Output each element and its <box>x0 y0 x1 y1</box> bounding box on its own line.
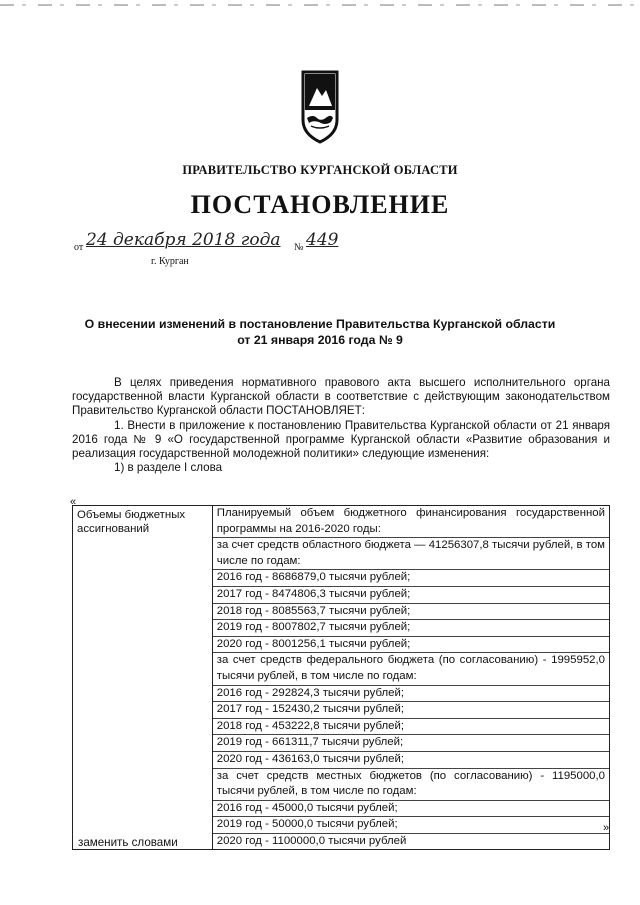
table-line: 2019 год - 8007802,7 тысячи рублей; <box>213 620 609 637</box>
table-line: 2016 год - 292824,3 тысячи рублей; <box>213 686 609 703</box>
table-line: 2020 год - 8001256,1 тысячи рублей; <box>213 637 609 654</box>
table-line: 2018 год - 8085563,7 тысячи рублей; <box>213 604 609 621</box>
handwritten-number: 449 <box>306 230 339 250</box>
document-body <box>72 376 610 475</box>
paragraph-preamble: В целях приведения нормативного правового акта высшего исполнительного органа государственной власти Курганской области в соответствие с действующим законодательством Правительство Курганской области ПОСТАНОВЛЯЕТ: <box>72 376 610 418</box>
budget-table <box>72 505 610 850</box>
table-line: 2019 год - 50000,0 тысячи рублей; <box>213 817 609 834</box>
handwritten-date: 24 декабря 2018 года <box>86 230 281 250</box>
table-line: 2017 год - 8474806,3 тысячи рублей; <box>213 587 609 604</box>
table-line: за счет средств областного бюджета — 41256307,8 тысячи рублей, в том числе по годам: <box>213 538 609 570</box>
document-type-heading: ПОСТАНОВЛЕНИЕ <box>190 190 450 219</box>
paragraph-item-1: 1. Внести в приложение к постановлению Правительства Курганской области от 21 января 2016 года № 9 «О государственной программе Курганской области «Развитие образования и реализация государственной молодежной политики» следующие изменения: <box>72 418 610 461</box>
subject-line-1: О внесении изменений в постановление Правительства Курганской области <box>84 317 556 331</box>
table-line: 2016 год - 8686879,0 тысячи рублей; <box>213 570 609 587</box>
date-number-line <box>74 232 374 272</box>
table-line: 2018 год - 453222,8 тысячи рублей; <box>213 719 609 736</box>
document-subject <box>0 316 640 348</box>
table-lines <box>213 506 609 849</box>
close-quote-mark: » <box>603 822 610 834</box>
subject-line-2: от 21 января 2016 года № 9 <box>237 333 403 347</box>
table-line: 2017 год - 152430,2 тысячи рублей; <box>213 702 609 719</box>
table-line: Планируемый объем бюджетного финансирования государственной программы на 2016-2020 годы: <box>213 506 609 538</box>
table-line: 2020 год - 436163,0 тысячи рублей; <box>213 752 609 769</box>
replace-with-text: заменить словами <box>78 836 178 849</box>
table-line: 2020 год - 1100000,0 тысячи рублей <box>216 834 407 847</box>
table-row <box>73 506 610 850</box>
scan-top-border <box>0 4 640 6</box>
coat-of-arms-icon <box>301 70 339 144</box>
organization-title: ПРАВИТЕЛЬСТВО КУРГАНСКОЙ ОБЛАСТИ <box>182 163 458 177</box>
paragraph-subitem-1: 1) в разделе I слова <box>114 461 223 475</box>
city-label: г. Курган <box>151 256 189 267</box>
table-content-cell <box>212 506 609 850</box>
table-line: 2016 год - 45000,0 тысячи рублей; <box>213 801 609 818</box>
table-line: за счет средств федерального бюджета (по согласованию) - 1995952,0 тысячи рублей, в том числе по годам: <box>213 653 609 685</box>
open-quote-mark: « <box>70 496 77 508</box>
table-line: 2019 год - 661311,7 тысячи рублей; <box>213 735 609 752</box>
table-label-cell: Объемы бюджетных ассигнований <box>73 506 213 850</box>
number-prefix: № <box>294 242 304 253</box>
date-prefix: от <box>74 242 84 253</box>
table-line: за счет средств местных бюджетов (по согласованию) - 1195000,0 тысячи рублей, в том числе по годам: <box>213 769 609 801</box>
